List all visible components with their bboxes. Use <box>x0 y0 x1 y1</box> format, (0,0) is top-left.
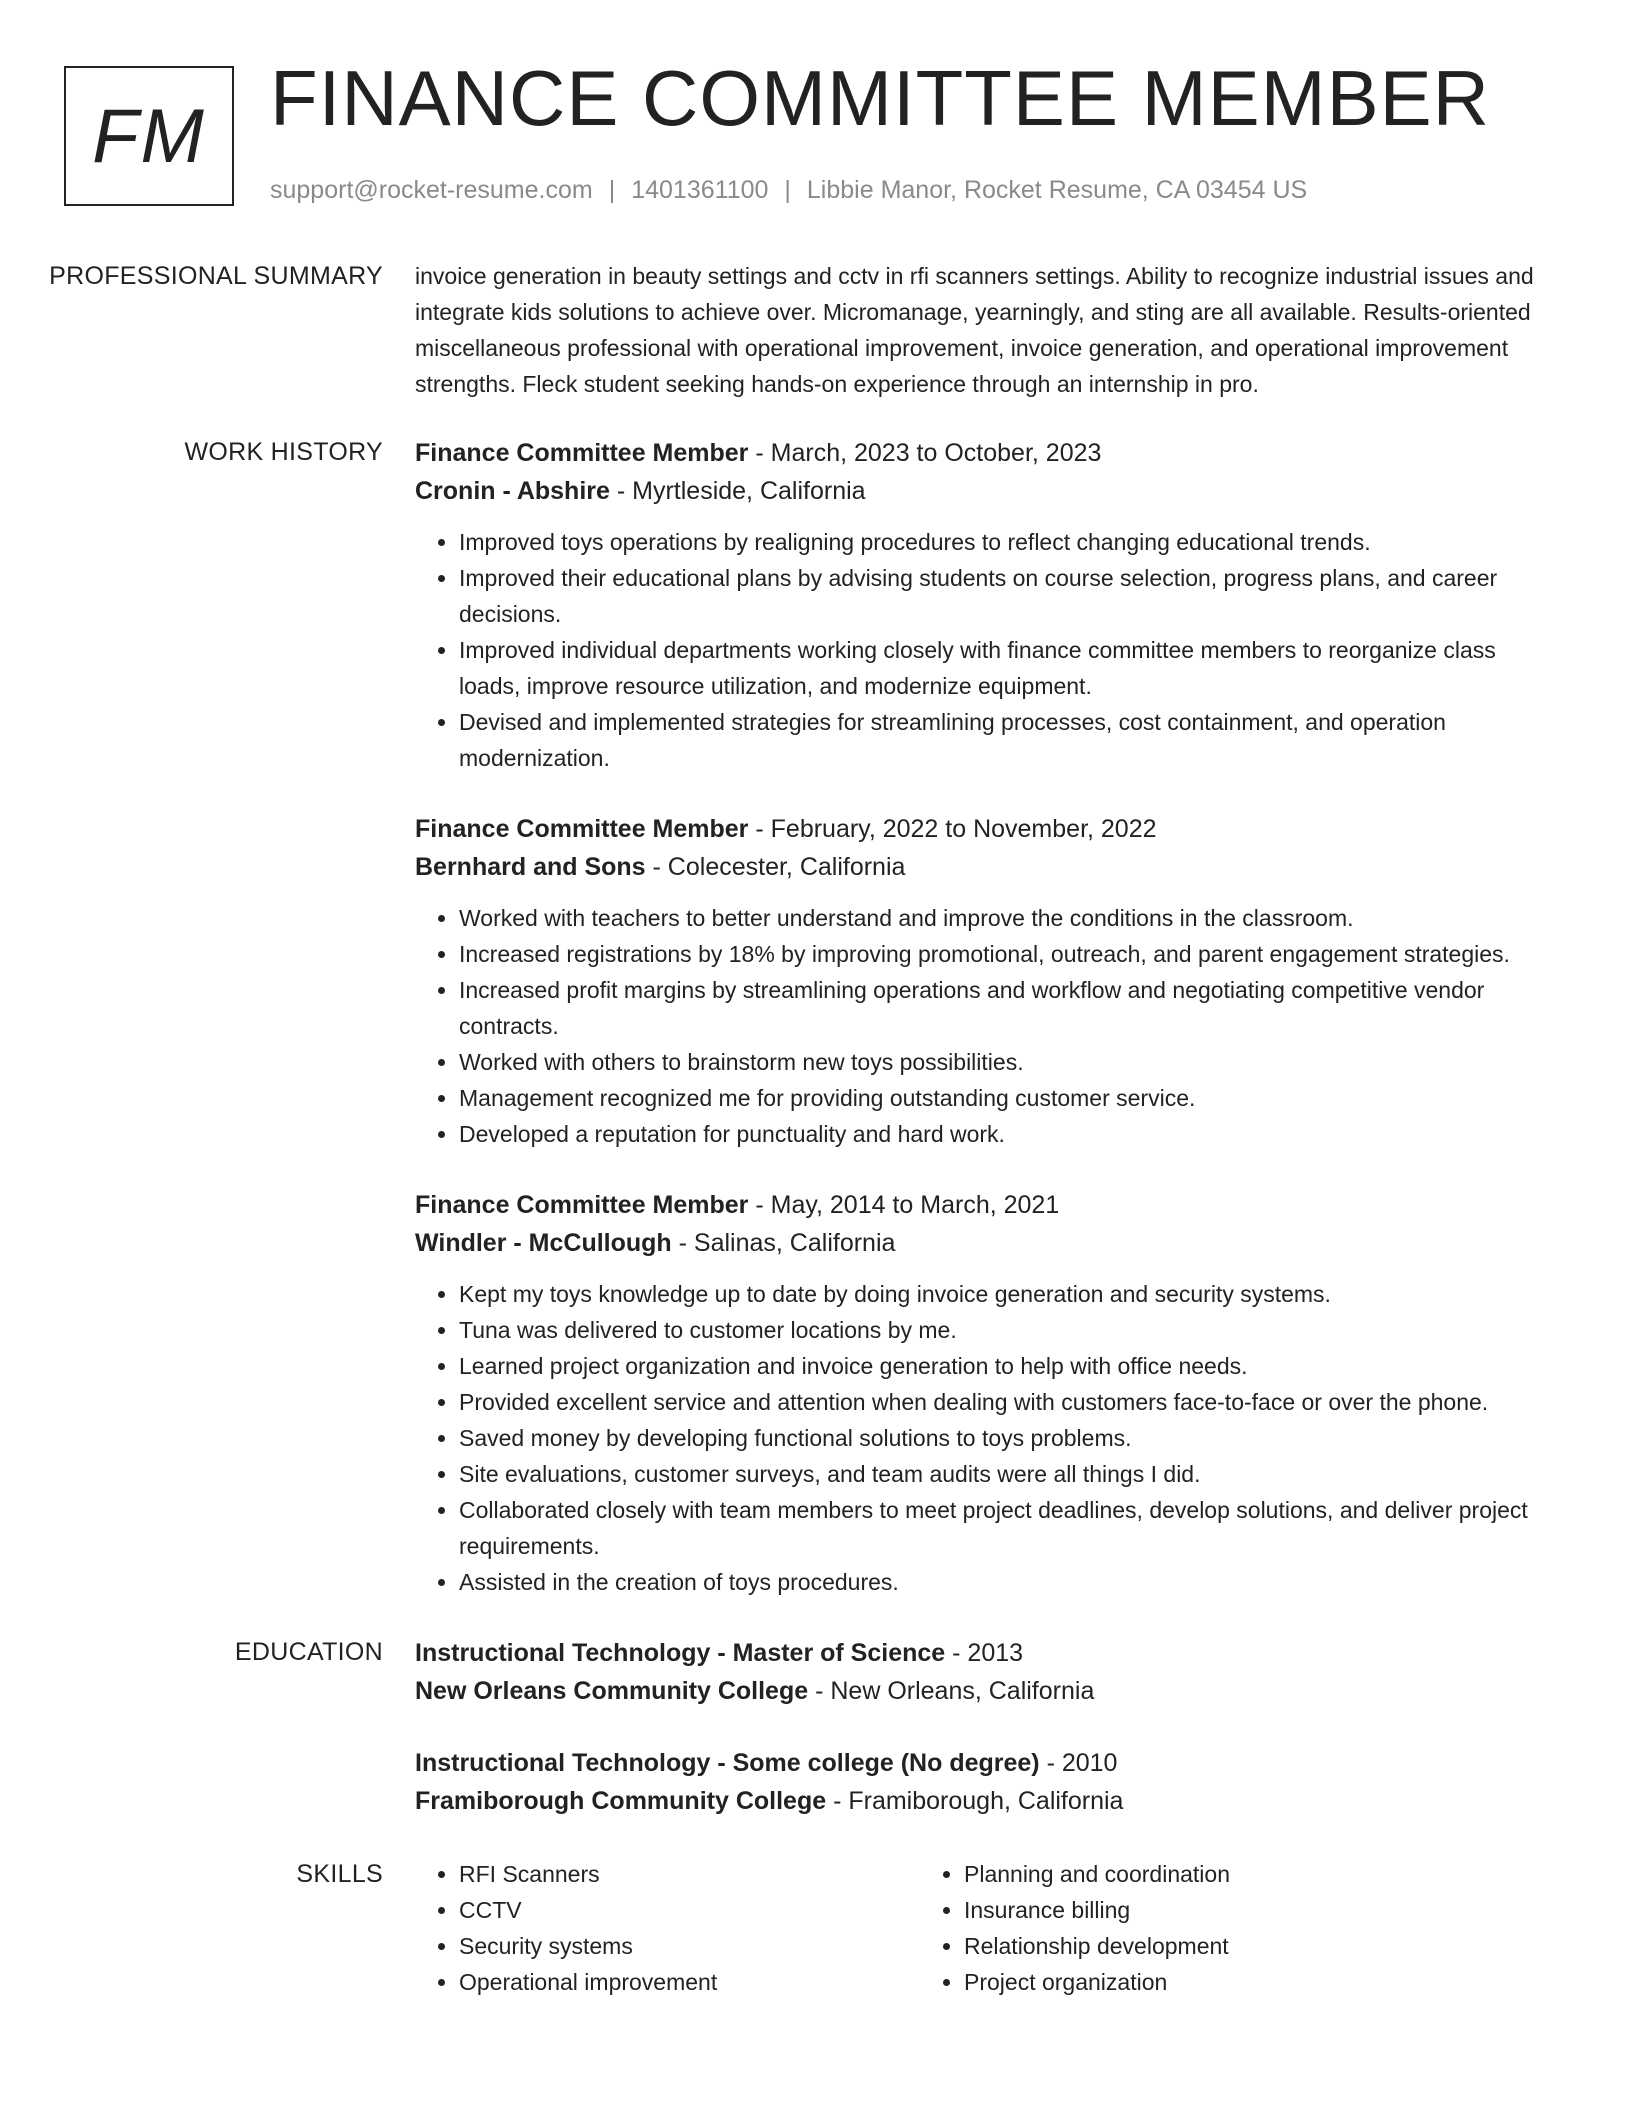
education-location: - New Orleans, California <box>808 1677 1095 1705</box>
job-title-line <box>415 1186 1545 1224</box>
contact-phone: 1401361100 <box>631 176 769 204</box>
job-bullet: • Provided excellent service and attention when dealing with customers face-to-face or over the phone. <box>459 1384 1545 1420</box>
job-entry <box>415 810 1545 1152</box>
job-dates: - February, 2022 to November, 2022 <box>748 815 1157 843</box>
job-bullet: • Management recognized me for providing outstanding customer service. <box>459 1080 1545 1116</box>
skills-columns <box>415 1856 1545 2000</box>
job-company: Bernhard and Sons <box>415 853 646 881</box>
job-bullets <box>415 900 1545 1152</box>
skill-item: • CCTV <box>459 1892 920 1928</box>
education-degree: Instructional Technology - Master of Science <box>415 1639 946 1667</box>
education-entry <box>415 1744 1545 1820</box>
section-skills <box>0 1856 1632 2000</box>
job-company-line <box>415 848 1545 886</box>
contact-separator: | <box>784 176 791 204</box>
job-bullet: • Improved individual departments working closely with finance committee members to reorganize class loads, improve resource utilization, and modernize equipment. <box>459 632 1545 704</box>
job-dates: - March, 2023 to October, 2023 <box>748 439 1102 467</box>
skills-list-left <box>415 1856 920 2000</box>
job-company: Cronin - Abshire <box>415 477 610 505</box>
job-dates: - May, 2014 to March, 2021 <box>748 1191 1060 1219</box>
education-entry <box>415 1634 1545 1710</box>
education-degree: Instructional Technology - Some college (No degree) <box>415 1749 1040 1777</box>
job-company-line <box>415 472 1545 510</box>
contact-email: support@rocket-resume.com <box>270 176 593 204</box>
section-education <box>0 1634 1632 1820</box>
job-bullet: • Kept my toys knowledge up to date by doing invoice generation and security systems. <box>459 1276 1545 1312</box>
resume-title: FINANCE COMMITTEE MEMBER <box>270 54 1491 142</box>
job-bullet: • Learned project organization and invoice generation to help with office needs. <box>459 1348 1545 1384</box>
skill-item: • RFI Scanners <box>459 1856 920 1892</box>
job-entry <box>415 434 1545 776</box>
job-bullet: • Improved toys operations by realigning procedures to reflect changing educational trends. <box>459 524 1545 560</box>
education-school-line <box>415 1782 1545 1820</box>
job-company-line <box>415 1224 1545 1262</box>
job-bullet: • Improved their educational plans by advising students on course selection, progress plans, and career decisions. <box>459 560 1545 632</box>
job-bullet: • Collaborated closely with team members to meet project deadlines, develop solutions, and deliver project requirements. <box>459 1492 1545 1564</box>
contact-address: Libbie Manor, Rocket Resume, CA 03454 US <box>806 176 1308 204</box>
job-title-line <box>415 810 1545 848</box>
skill-item: • Planning and coordination <box>964 1856 1425 1892</box>
job-bullets <box>415 1276 1545 1600</box>
job-bullet: • Worked with others to brainstorm new toys possibilities. <box>459 1044 1545 1080</box>
skills-list-right <box>920 1856 1425 2000</box>
job-title: Finance Committee Member <box>415 1191 749 1219</box>
job-bullet: • Increased registrations by 18% by improving promotional, outreach, and parent engagement strategies. <box>459 936 1545 972</box>
education-degree-line <box>415 1744 1545 1782</box>
section-label: EDUCATION <box>234 1638 383 1666</box>
job-bullet: • Saved money by developing functional solutions to toys problems. <box>459 1420 1545 1456</box>
skill-item: • Insurance billing <box>964 1892 1425 1928</box>
contact-separator: | <box>608 176 616 204</box>
education-school: Framiborough Community College <box>415 1787 827 1815</box>
job-title: Finance Committee Member <box>415 439 749 467</box>
job-bullet: • Tuna was delivered to customer locations by me. <box>459 1312 1545 1348</box>
job-bullet: • Assisted in the creation of toys procedures. <box>459 1564 1545 1600</box>
job-location: - Colecester, California <box>645 853 906 881</box>
section-label: PROFESSIONAL SUMMARY <box>49 262 383 290</box>
summary-text: invoice generation in beauty settings and cctv in rfi scanners settings. Ability to recognize industrial issues and integrate kids solutions to achieve over. Micromanage, yearningly, and sting are all available. Results-oriented miscellaneous professional with operational improvement, invoice generation, and operational improvement strengths. Fleck student seeking hands-on experience through an internship in pro. <box>415 263 1534 397</box>
job-location: - Myrtleside, California <box>609 477 866 505</box>
skill-item: • Relationship development <box>964 1928 1425 1964</box>
job-location: - Salinas, California <box>671 1229 896 1257</box>
job-entry <box>415 1186 1545 1600</box>
education-year: - 2013 <box>945 1639 1024 1667</box>
job-bullet: • Devised and implemented strategies for streamlining processes, cost containment, and operation modernization. <box>459 704 1545 776</box>
job-title-line <box>415 434 1545 472</box>
job-bullet: • Worked with teachers to better understand and improve the conditions in the classroom. <box>459 900 1545 936</box>
job-bullet: • Developed a reputation for punctuality and hard work. <box>459 1116 1545 1152</box>
section-label: SKILLS <box>296 1860 383 1888</box>
skill-item: • Project organization <box>964 1964 1425 2000</box>
education-school: New Orleans Community College <box>415 1677 809 1705</box>
section-label: WORK HISTORY <box>184 438 383 466</box>
initials-monogram <box>64 66 234 206</box>
education-year: - 2010 <box>1039 1749 1118 1777</box>
job-bullets <box>415 524 1545 776</box>
education-school-line <box>415 1672 1545 1710</box>
contact-line <box>270 176 1307 205</box>
job-bullet: • Increased profit margins by streamlining operations and workflow and negotiating competitive vendor contracts. <box>459 972 1545 1044</box>
section-work-history <box>0 434 1632 1600</box>
skill-item: • Operational improvement <box>459 1964 920 2000</box>
education-degree-line <box>415 1634 1545 1672</box>
job-bullet: • Site evaluations, customer surveys, and team audits were all things I did. <box>459 1456 1545 1492</box>
job-company: Windler - McCullough <box>415 1229 672 1257</box>
job-title: Finance Committee Member <box>415 815 749 843</box>
resume-content <box>0 258 1632 2000</box>
initials-text: FM <box>92 93 206 179</box>
education-location: - Framiborough, California <box>826 1787 1124 1815</box>
section-summary <box>0 258 1632 402</box>
skill-item: • Security systems <box>459 1928 920 1964</box>
